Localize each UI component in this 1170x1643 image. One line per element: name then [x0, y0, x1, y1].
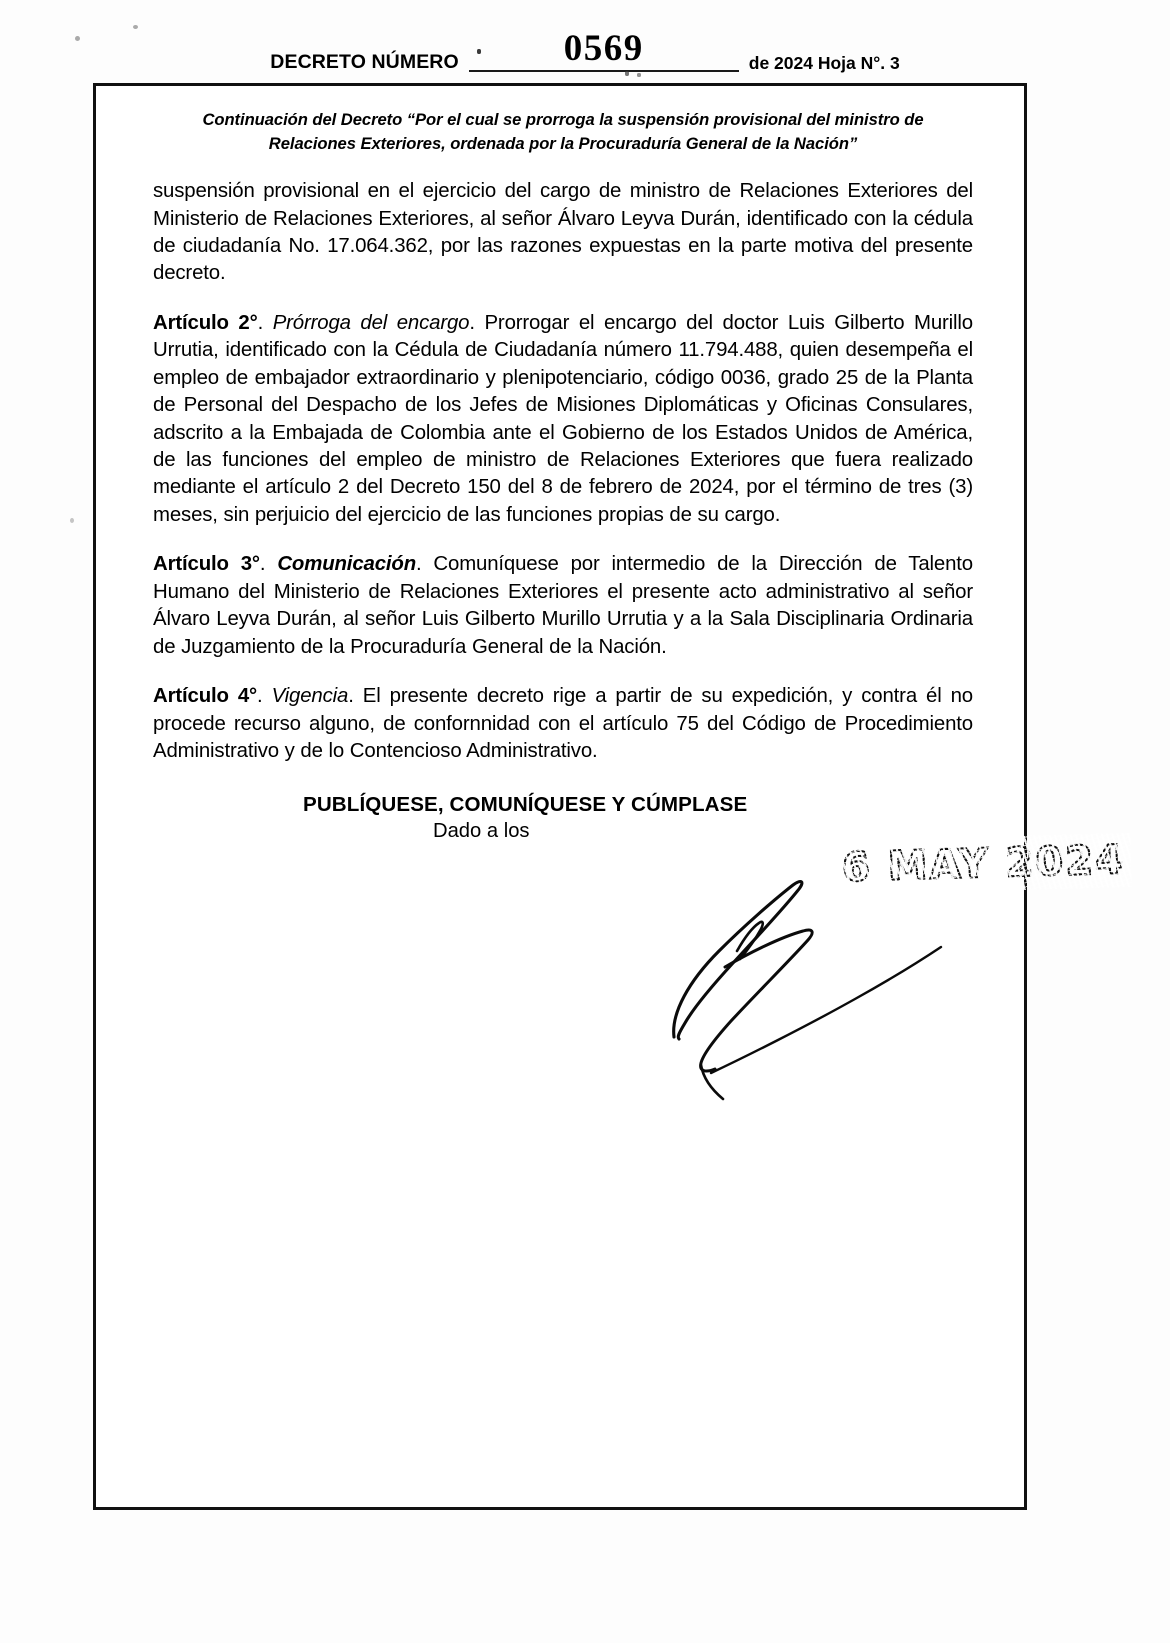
stray-ink-mark [477, 49, 481, 54]
article-3-separator-2: . [416, 553, 434, 576]
article-3-paragraph [153, 551, 973, 661]
article-3-separator: . [259, 553, 278, 576]
date-stamp: 6 MAY 2024 [841, 837, 1126, 891]
article-4-paragraph [153, 683, 973, 765]
article-4-number: Artículo 4° [153, 685, 258, 708]
decree-year-sheet-label: de 2024 Hoja N°. 3 [748, 52, 900, 73]
article-2-text: Prorrogar el encargo del doctor Luis Gilberto Murillo Urrutia, identificado con la Cédula de Ciudadanía número 11.794.488, quien desempeña el empleo de embajador extraordinario y plenipotenciario, código 0036, grado 25 de la Planta de Personal del Despacho de los Jefes de Misiones Diplomáticas y Oficinas Consulares, adscrito a la Embajada de Colombia ante el Gobierno de los Estados Unidos de América, de las funciones del empleo de ministro de Relaciones Exteriores que fuera realizado mediante el artículo 2 del Decreto 150 del 8 de febrero de 2024, por el término de tres (3) meses, sin perjuicio del ejercicio de las funciones propias de su cargo. [153, 311, 974, 526]
document-content [153, 108, 973, 843]
decree-number-label: DECRETO NÚMERO [270, 50, 459, 73]
publiquese-line: PUBLÍQUESE, COMUNÍQUESE Y CÚMPLASE [303, 793, 748, 817]
stray-ink-mark [625, 71, 629, 76]
continuation-caption: Continuación del Decreto “Por el cual se prorroga la suspensión provisional del ministro de Relaciones Exteriores, ordenada por la Procuraduría General de la Nación” [202, 110, 924, 154]
article-3-text: Comuníquese por intermedio de la Dirección de Talento Humano del Ministerio de Relaciones Exteriores el presente acto administrativo al señor Álvaro Leyva Durán, al señor Luis Gilberto Murillo Urrutia y a la Sala Disciplinaria Ordinaria de Juzgamiento de la Procuraduría General de la Nación. [153, 553, 973, 658]
article-4-separator: . [257, 685, 272, 708]
dado-a-los-line: Dado a los [433, 820, 530, 843]
scan-speck [70, 518, 74, 523]
article-2-separator-2: . [469, 311, 485, 334]
decree-number-value: 0569 [563, 28, 644, 69]
closing-block [153, 793, 973, 843]
article-4-separator-2: . [348, 685, 363, 708]
decree-number-field [465, 28, 743, 76]
signature-mark [641, 841, 1001, 1101]
article-2-paragraph [153, 310, 973, 530]
article-3-number: Artículo 3° [153, 553, 260, 576]
article-2-number: Artículo 2° [153, 311, 258, 334]
article-4-text: El presente decreto rige a partir de su expedición, y contra él no procede recurso alguno, de confornnidad con el artículo 75 del Código de Procedimiento Administrativo y de lo Contencioso Administrativo. [153, 685, 974, 762]
paragraph-continued-text: suspensión provisional en el ejercicio del cargo de ministro de Relaciones Exteriores del Ministerio de Relaciones Exteriores, al señor Álvaro Leyva Durán, identificado con la cédula de ciudadanía No. 17.064.362, por las razones expuestas en la parte motiva del presente decreto. [153, 180, 973, 285]
document-frame [93, 83, 1126, 1510]
document-header [0, 30, 1170, 76]
scan-speck [133, 25, 138, 29]
stray-ink-mark [637, 73, 641, 77]
article-2-separator: . [257, 311, 273, 334]
decree-number-underline [469, 70, 739, 72]
article-4-title: Vigencia [271, 685, 349, 708]
article-2-title: Prórroga del encargo [272, 311, 470, 334]
article-3-title: Comunicación [277, 553, 417, 576]
